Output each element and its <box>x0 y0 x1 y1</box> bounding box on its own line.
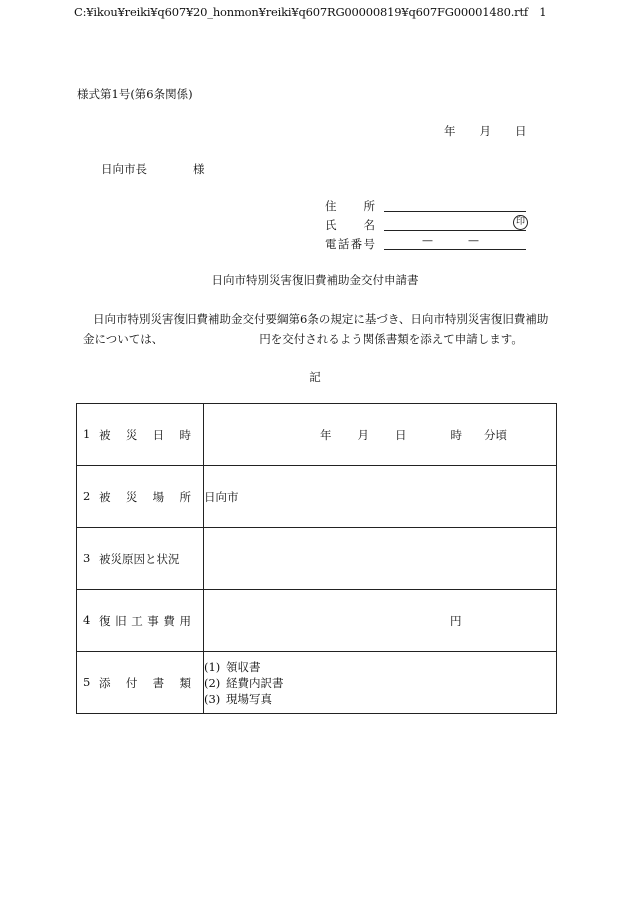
item-number: 3 <box>83 550 91 565</box>
list-item <box>204 691 556 707</box>
table-row <box>77 404 557 466</box>
yen-unit: 円 <box>450 613 462 628</box>
disaster-location-cell[interactable] <box>204 466 557 528</box>
body-text-part2: 円を交付されるよう関係書類を添えて申請します。 <box>259 332 523 346</box>
addressee-honorific: 様 <box>193 162 205 176</box>
address-label: 住 所 <box>325 199 375 213</box>
disaster-datetime-cell[interactable] <box>204 404 557 466</box>
attachment-number: (3) <box>204 691 221 706</box>
attachment-name: 領収書 <box>226 659 261 674</box>
item-label-cell <box>77 590 204 652</box>
repair-cost-cell[interactable] <box>204 590 557 652</box>
name-label: 氏 名 <box>325 218 375 232</box>
table-row <box>77 528 557 590</box>
item-number: 4 <box>83 612 91 627</box>
phone-dash-1: — <box>422 234 433 247</box>
form-number: 様式第1号(第6条関係) <box>77 87 193 101</box>
attachments-cell <box>204 652 557 714</box>
item-label: 復旧工事費用 <box>99 613 191 628</box>
seal-mark: 印 <box>513 215 528 230</box>
item-label-cell <box>77 404 204 466</box>
addressee <box>101 161 205 177</box>
table-row <box>77 590 557 652</box>
disaster-cause-cell[interactable] <box>204 528 557 590</box>
file-path-header: C:¥ikou¥reiki¥q607¥20_honmon¥reiki¥q607RG00000819¥q607FG00001480.rtf 1 <box>74 5 547 19</box>
item-label-cell <box>77 466 204 528</box>
item-label-cell <box>77 528 204 590</box>
item-number: 5 <box>83 674 91 689</box>
ki-heading: 記 <box>309 370 321 384</box>
attachment-name: 現場写真 <box>226 691 272 706</box>
year-label: 年 <box>444 124 456 138</box>
month-label: 月 <box>479 124 491 138</box>
item-number: 1 <box>83 426 91 441</box>
item-label: 被災場所 <box>99 489 191 504</box>
phone-dash-2: — <box>468 234 479 247</box>
items-table <box>76 403 557 714</box>
phone-label: 電話番号 <box>325 237 375 251</box>
item-label: 被災原因と状況 <box>99 551 180 566</box>
dt-month: 月 <box>357 427 369 442</box>
table-row <box>77 466 557 528</box>
item-label: 添付書類 <box>99 675 191 690</box>
dt-minute: 分頃 <box>484 427 507 442</box>
address-field[interactable] <box>384 197 526 212</box>
list-item <box>204 675 556 691</box>
table-row <box>77 652 557 714</box>
attachment-name: 経費内訳書 <box>226 675 284 690</box>
date-line <box>444 123 527 139</box>
name-field[interactable] <box>384 216 526 231</box>
dt-year: 年 <box>320 427 332 442</box>
item-label-cell <box>77 652 204 714</box>
body-paragraph <box>83 309 558 349</box>
dt-hour: 時 <box>450 427 462 442</box>
document-title: 日向市特別災害復旧費補助金交付申請書 <box>211 273 419 287</box>
item-label: 被災日時 <box>99 427 191 442</box>
addressee-name: 日向市長 <box>101 162 147 176</box>
body-text-part1: 日向市特別災害復旧費補助金交付要綱第6条の規定に基づき、日向市特別災害復旧費補助金については、 <box>83 312 549 346</box>
day-label: 日 <box>515 124 527 138</box>
phone-field[interactable] <box>384 235 526 250</box>
list-item <box>204 659 556 675</box>
location-value: 日向市 <box>204 489 239 504</box>
item-number: 2 <box>83 488 91 503</box>
attachment-number: (1) <box>204 659 221 674</box>
attachment-number: (2) <box>204 675 221 690</box>
dt-day: 日 <box>395 427 407 442</box>
